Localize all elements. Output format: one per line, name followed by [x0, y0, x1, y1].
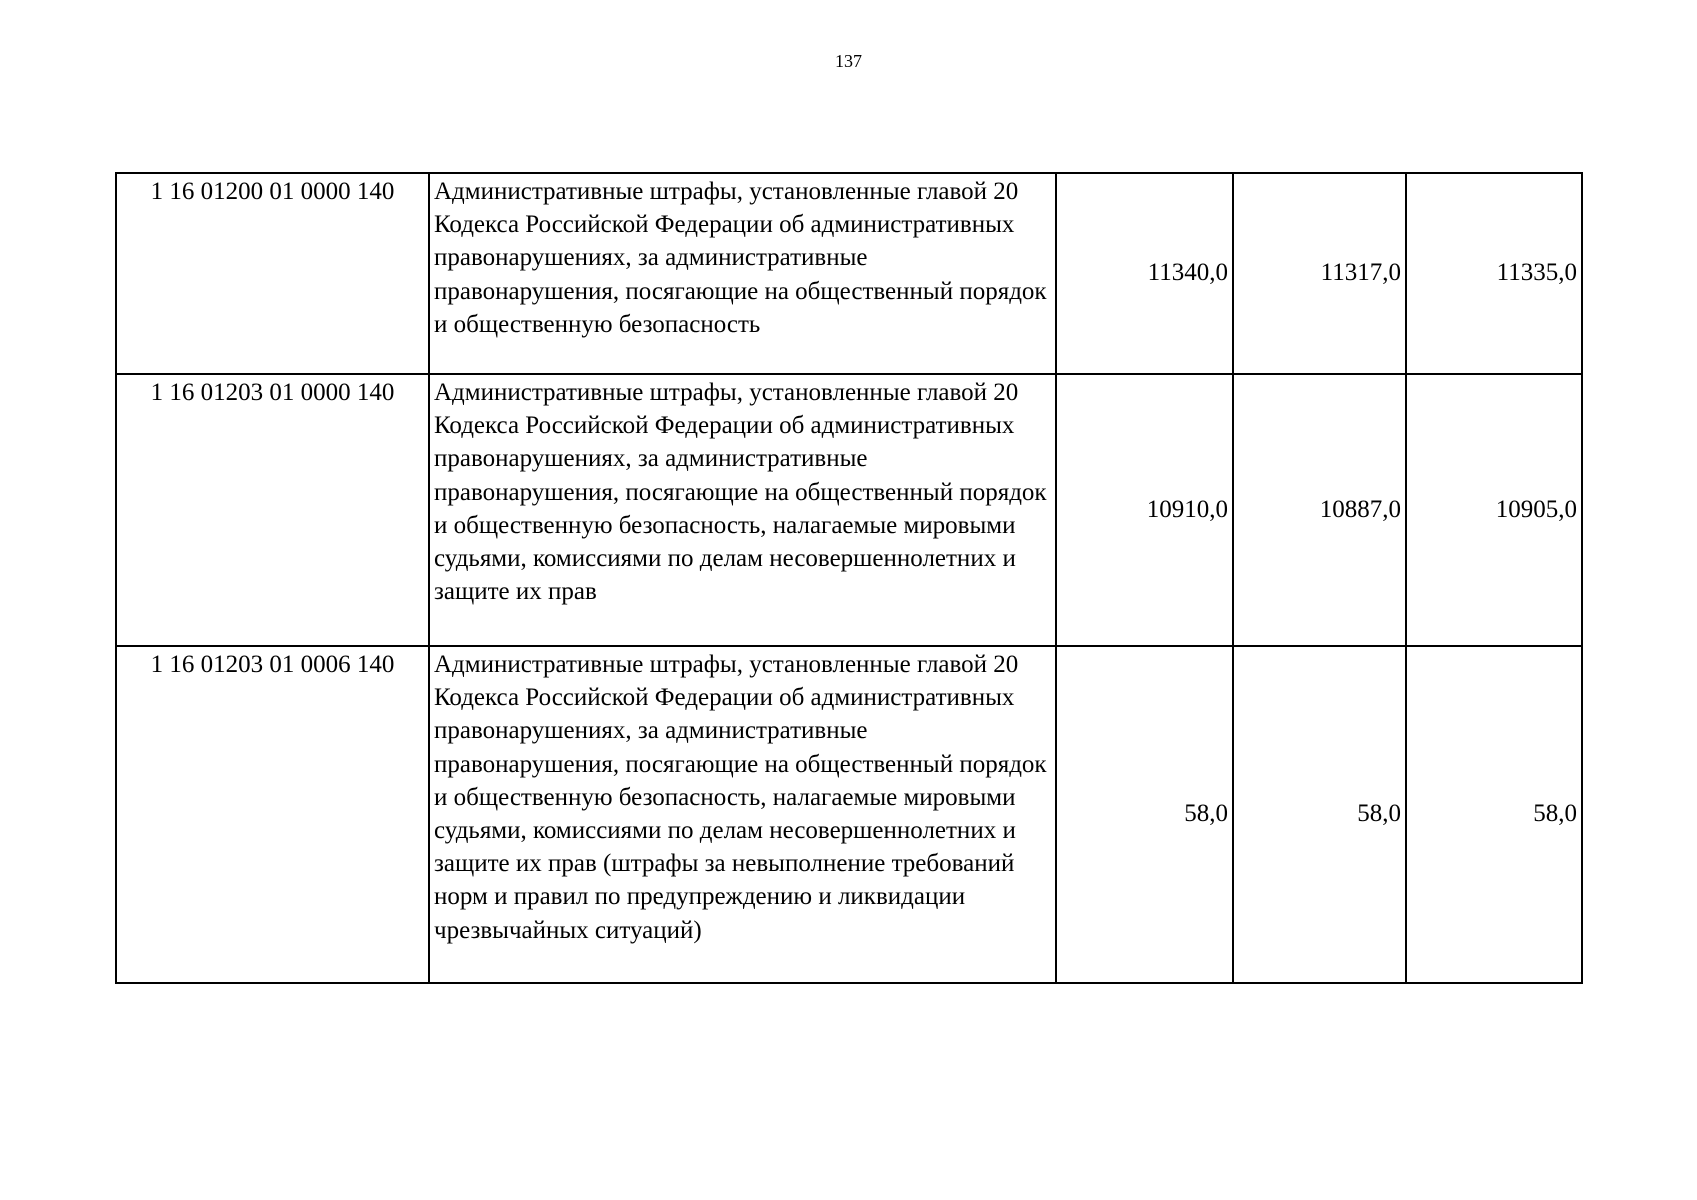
- budget-code-cell: 1 16 01203 01 0006 140: [116, 646, 429, 983]
- amount-cell-2: 58,0: [1233, 646, 1406, 983]
- table-row: [116, 173, 1582, 374]
- table-row: [116, 374, 1582, 646]
- amount-cell-1: 11340,0: [1056, 173, 1233, 374]
- table-row: [116, 646, 1582, 983]
- amount-cell-3: 11335,0: [1406, 173, 1582, 374]
- amount-cell-3: 58,0: [1406, 646, 1582, 983]
- budget-code-cell: 1 16 01203 01 0000 140: [116, 374, 429, 646]
- description-cell: Административные штрафы, установленные главой 20 Кодекса Российской Федерации об административных правонарушениях, за административные правонарушения, посягающие на общественный порядок и общественную безопасность, налагаемые мировыми судьями, комиссиями по делам несовершеннолетних и защите их прав: [429, 374, 1056, 646]
- description-cell: Административные штрафы, установленные главой 20 Кодекса Российской Федерации об административных правонарушениях, за административные правонарушения, посягающие на общественный порядок и общественную безопасность: [429, 173, 1056, 374]
- amount-cell-2: 11317,0: [1233, 173, 1406, 374]
- page-number: 137: [835, 51, 862, 71]
- amount-cell-1: 10910,0: [1056, 374, 1233, 646]
- amount-cell-3: 10905,0: [1406, 374, 1582, 646]
- amount-cell-2: 10887,0: [1233, 374, 1406, 646]
- budget-code-cell: 1 16 01200 01 0000 140: [116, 173, 429, 374]
- description-cell: Административные штрафы, установленные главой 20 Кодекса Российской Федерации об административных правонарушениях, за административные правонарушения, посягающие на общественный порядок и общественную безопасность, налагаемые мировыми судьями, комиссиями по делам несовершеннолетних и защите их прав (штрафы за невыполнение требований норм и правил по предупреждению и ликвидации чрезвычайных ситуаций): [429, 646, 1056, 983]
- budget-table: [115, 172, 1583, 984]
- amount-cell-1: 58,0: [1056, 646, 1233, 983]
